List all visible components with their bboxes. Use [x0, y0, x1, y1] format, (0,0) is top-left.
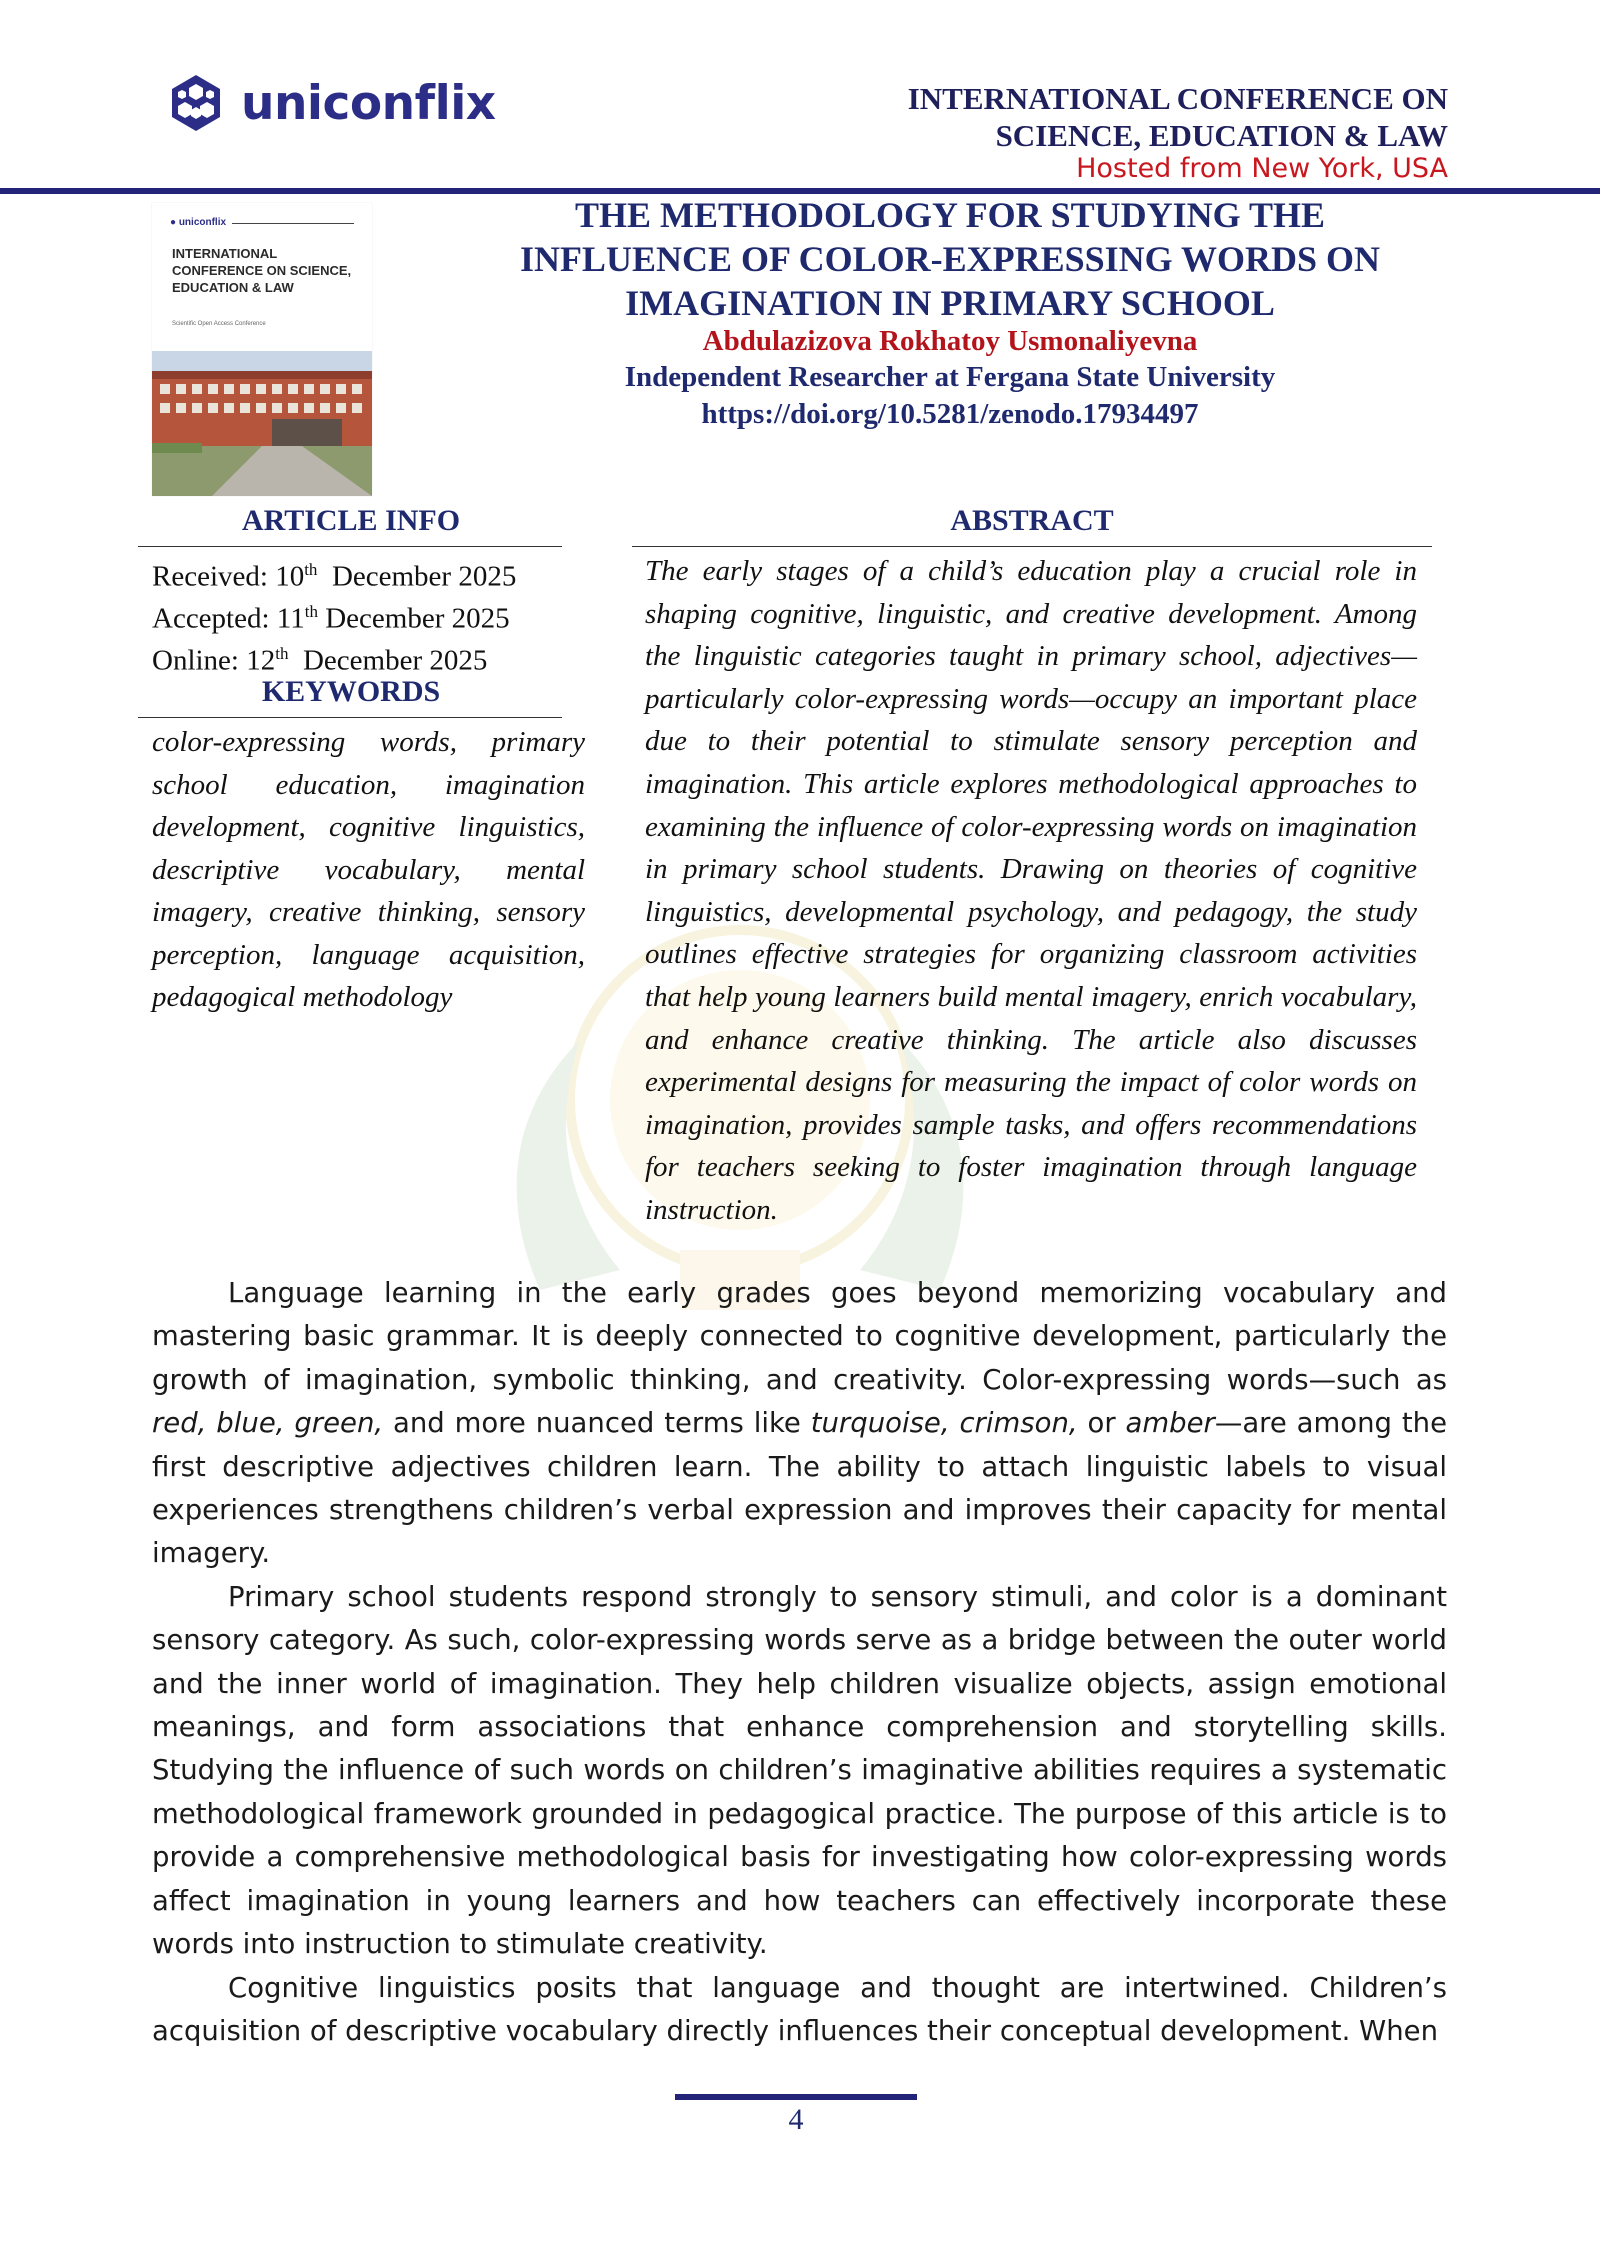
- article-info-divider: [138, 546, 562, 547]
- body-paragraph-2: Primary school students respond strongly to sensory stimuli, and color is a dominant sensory category. As such, color-expressing words serve as a bridge between the outer world and the inner world of imagination. They help children visualize objects, assign emotional meanings, and form associations that enhance comprehension and storytelling skills. Studying the influence of such words on children’s imaginative abilities requires a systematic methodological framework grounded in pedagogical practice. The purpose of this article is to provide a comprehensive methodological basis for investigating how color-expressing words affect imagination in young learners and how teachers can effectively incorporate these words into instruction to stimulate creativity.: [152, 1580, 1447, 1961]
- abstract-text: The early stages of a child’s education play a crucial role in shaping cognitive, linguistic, and creative development. Among the linguistic categories taught in primary school, adjectives—particularly color-expressing words—occupy an important place due to their potential to stimulate sensory perception and imagination. This article explores methodological approaches to examining the influence of color-expressing words on imagination in primary school students. Drawing on theories of cognitive linguistics, developmental psychology, and pedagogy, the study outlines effective strategies for organizing classroom activities that help young learners build mental imagery, enrich vocabulary, and enhance creative thinking. The article also discusses experimental designs for measuring the impact of color words on imagination, provides sample tasks, and offers recommendations for teachers seeking to foster imagination through language instruction.: [645, 555, 1417, 1226]
- cover-title: INTERNATIONAL CONFERENCE ON SCIENCE, EDUCATION & LAW: [172, 246, 352, 295]
- article-title-line-1: THE METHODOLOGY FOR STUDYING THE: [574, 195, 1326, 235]
- conference-title: [908, 80, 1448, 154]
- cover-top-panel: [152, 203, 372, 351]
- online-date: Online: 12th December 2025: [152, 644, 488, 677]
- hosted-location: Hosted from New York, USA: [1076, 153, 1448, 184]
- abstract-heading: ABSTRACT: [950, 504, 1114, 537]
- received-date: Received: 10th December 2025: [152, 560, 517, 593]
- page-number: 4: [788, 2103, 804, 2136]
- keywords-divider: [138, 717, 562, 718]
- conference-cover-thumbnail: [152, 203, 372, 496]
- body-paragraph-1: Language learning in the early grades goes beyond memorizing vocabulary and mastering basic grammar. It is deeply connected to cognitive development, particularly the growth of imagination, symbolic thinking, and creativity. Color-expressing words—such as red, blue, green, and more nuanced terms like turquoise, crimson, or amber—are among the first descriptive adjectives children learn. The ability to attach linguistic labels to visual experiences strengthens children’s verbal expression and improves their capacity for mental imagery.: [152, 1277, 1448, 1570]
- body-paragraph-3: Cognitive linguistics posits that language and thought are intertwined. Children’s acquisition of descriptive vocabulary directly influences their conceptual development. When: [152, 1971, 1447, 2047]
- keywords-heading: KEYWORDS: [261, 675, 441, 708]
- article-title: [470, 193, 1430, 325]
- body-text: [152, 1272, 1447, 2053]
- abstract-divider: [632, 546, 1432, 547]
- footer-divider: [675, 2094, 917, 2100]
- logo-hex-icon: [165, 72, 227, 134]
- article-info-heading: ARTICLE INFO: [241, 504, 461, 537]
- author-name: Abdulazizova Rokhatoy Usmonaliyevna: [702, 325, 1198, 357]
- doi-link[interactable]: https://doi.org/10.5281/zenodo.17934497: [701, 398, 1199, 430]
- cover-logo: ● uniconflix: [170, 217, 227, 228]
- article-title-line-3: IMAGINATION IN PRIMARY SCHOOL: [625, 283, 1275, 323]
- author-affiliation: Independent Researcher at Fergana State University: [624, 361, 1276, 393]
- accepted-date: Accepted: 11th December 2025: [152, 602, 510, 635]
- article-title-line-2: INFLUENCE OF COLOR-EXPRESSING WORDS ON: [519, 239, 1381, 279]
- cover-rule: [232, 223, 354, 224]
- building-photo: [152, 351, 372, 496]
- conference-title-line-2: SCIENCE, EDUCATION & LAW: [995, 118, 1448, 153]
- conference-title-line-1: INTERNATIONAL CONFERENCE ON: [907, 81, 1448, 116]
- uniconflix-logo: [165, 72, 496, 134]
- logo-text: uniconflix: [241, 75, 496, 131]
- keywords-list: color-expressing words, primary school education, imagination development, cognitive linguistics, descriptive vocabulary, mental imagery, creative thinking, sensory perception, language acquisition, pedagogical methodology: [152, 726, 585, 1013]
- cover-subtitle: Scientific Open Access Conference: [172, 321, 266, 327]
